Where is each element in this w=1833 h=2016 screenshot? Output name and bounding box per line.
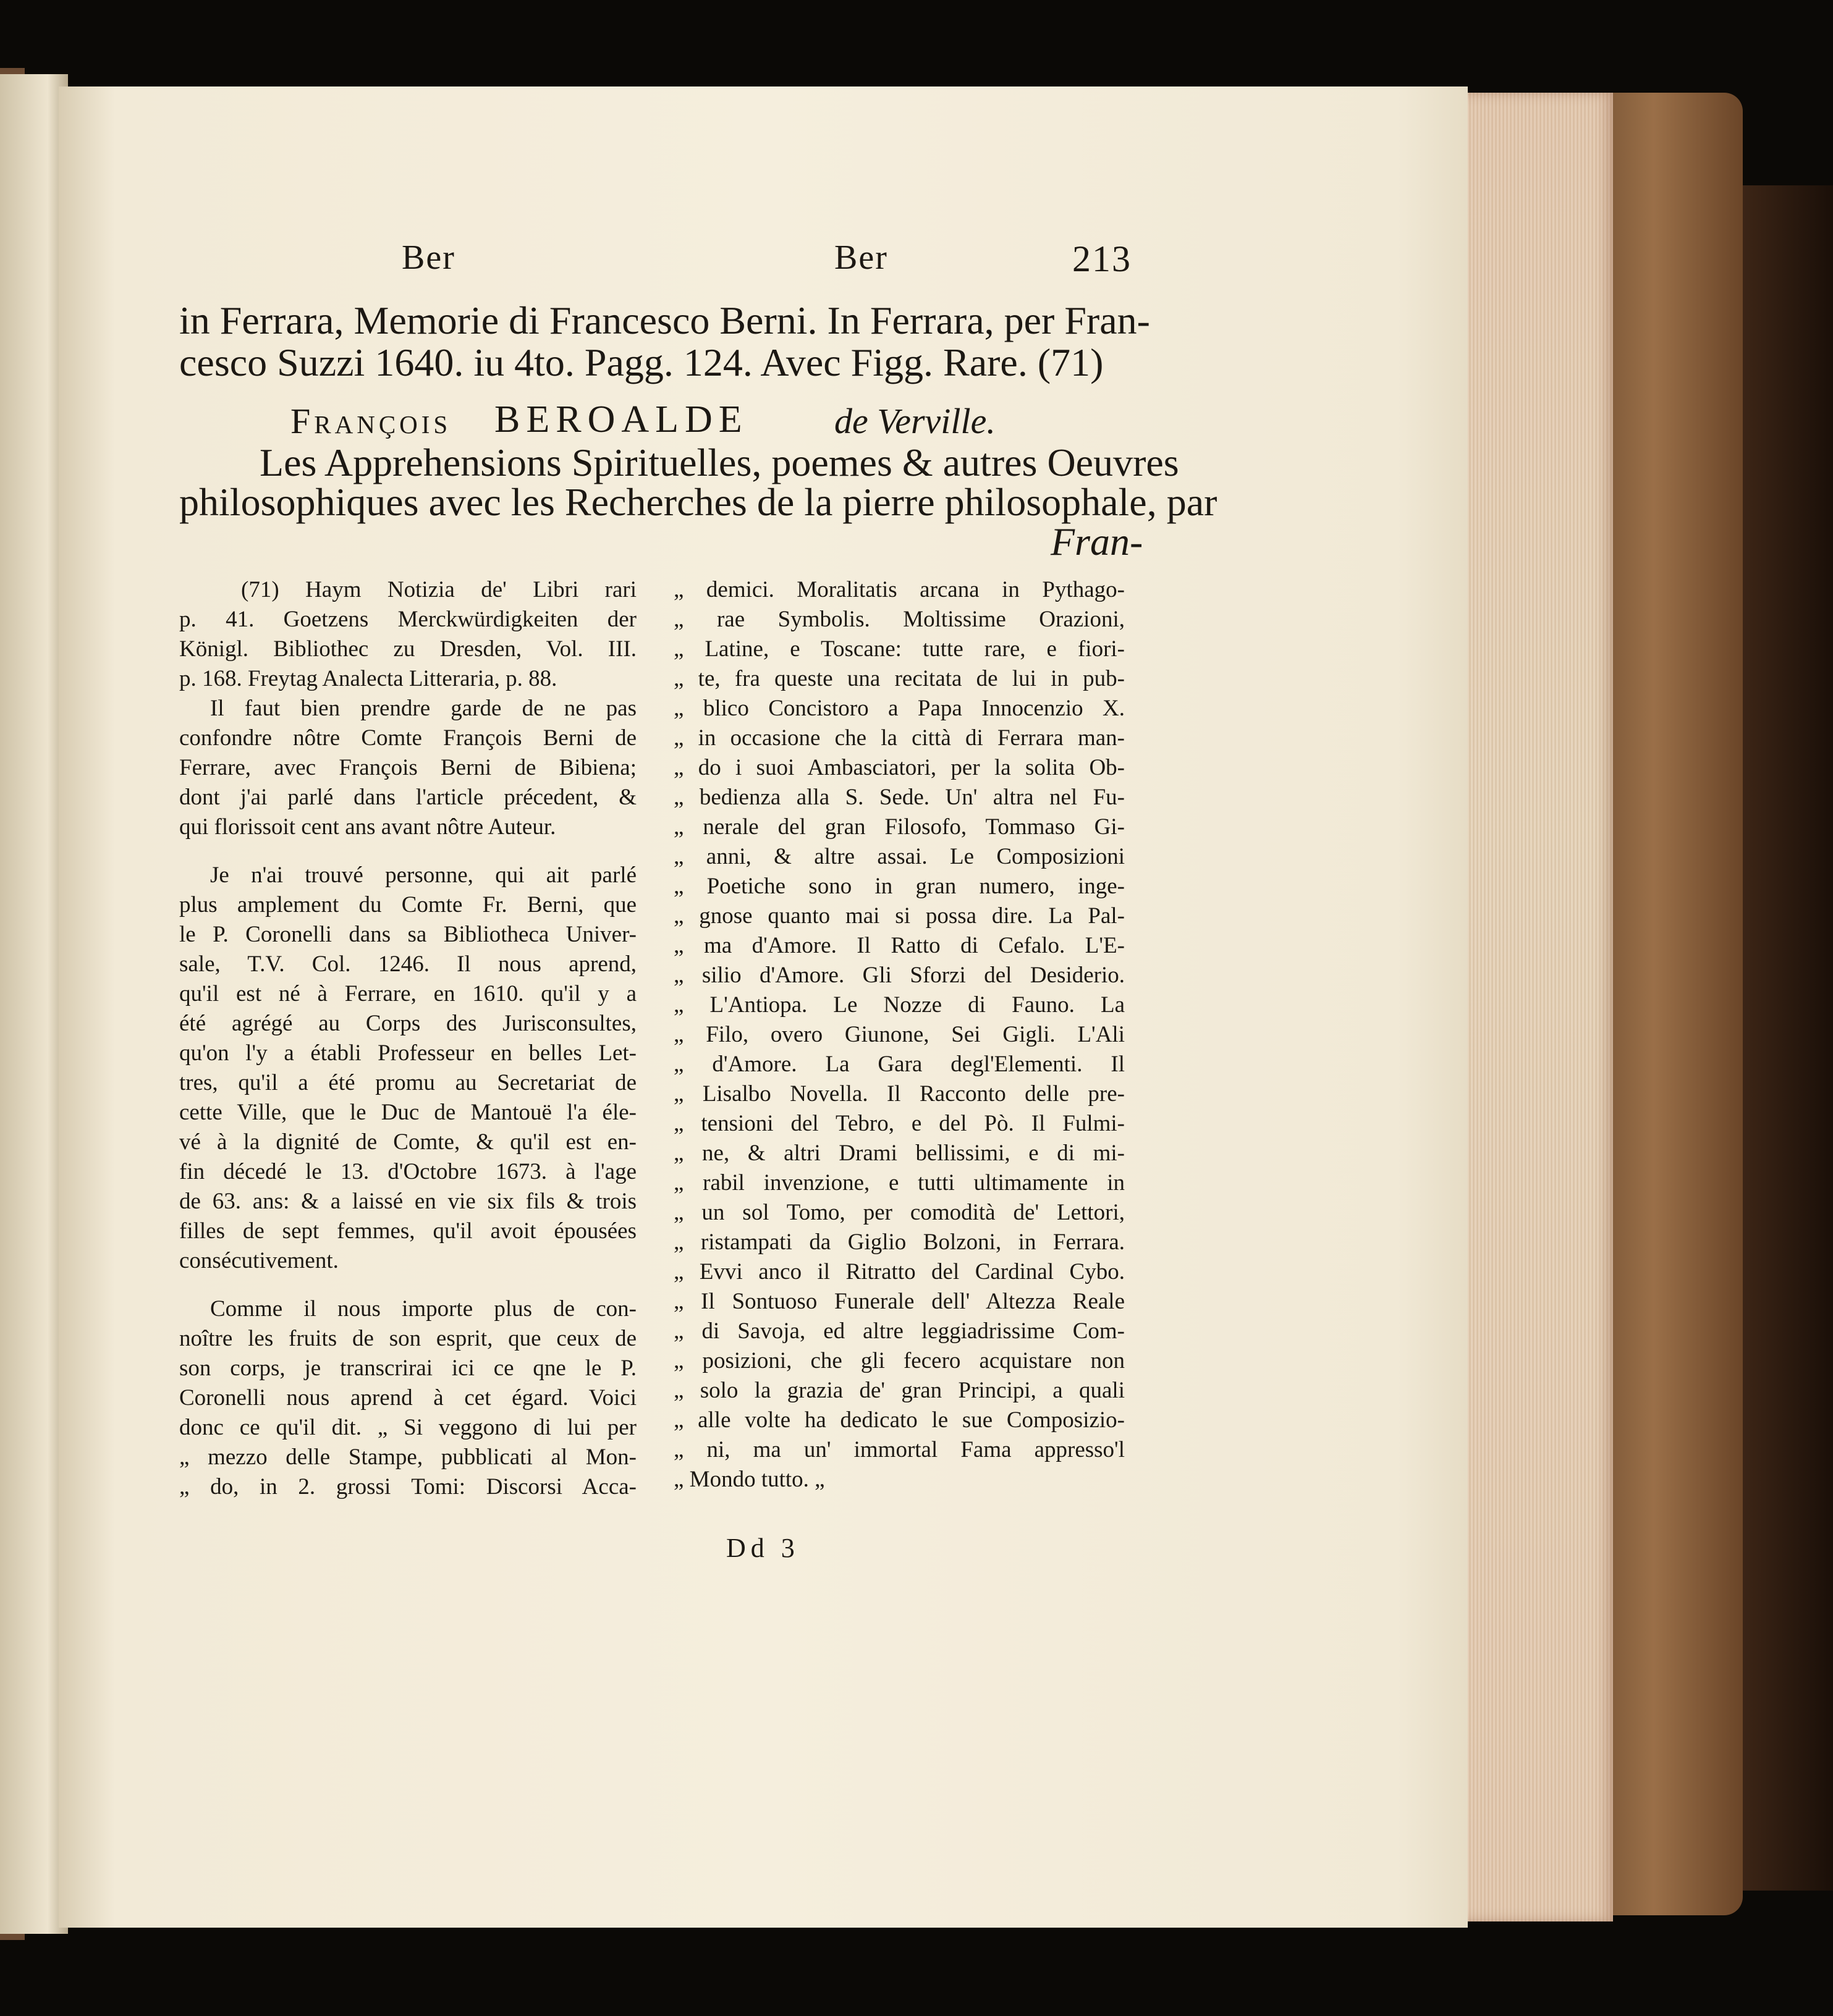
right-col-line: „ Filo, overo Giunone, Sei Gigli. L'Ali bbox=[674, 1022, 1125, 1047]
left-col-line: „ do, in 2. grossi Tomi: Discorsi Acca- bbox=[179, 1474, 637, 1499]
right-col-line: „ Latine, e Toscane: tutte rare, e fiori- bbox=[674, 636, 1125, 662]
right-col-line: „ alle volte ha dedicato le sue Composizio- bbox=[674, 1407, 1125, 1433]
catchword: Fran- bbox=[1051, 520, 1143, 563]
right-col-line: „ Evvi anco il Ritratto del Cardinal Cybo. bbox=[674, 1259, 1125, 1284]
left-col-line: Je n'ai trouvé personne, qui ait parlé bbox=[210, 862, 637, 888]
left-col-line: Königl. Bibliothec zu Dresden, Vol. III. bbox=[179, 636, 637, 662]
left-col-line: cette Ville, que le Duc de Mantouë l'a éle- bbox=[179, 1100, 637, 1125]
left-col-line: consécutivement. bbox=[179, 1248, 339, 1273]
right-col-line: „ nerale del gran Filosofo, Tommaso Gi- bbox=[674, 814, 1125, 840]
left-col-line: sale, T.V. Col. 1246. Il nous aprend, bbox=[179, 951, 637, 977]
right-col-line: „ Il Sontuoso Funerale dell' Altezza Reale bbox=[674, 1289, 1125, 1314]
right-col-line: „ Lisalbo Novella. Il Racconto delle pre- bbox=[674, 1081, 1125, 1107]
entry-author-surname: BEROALDE bbox=[494, 399, 748, 441]
left-col-line: plus amplement du Comte Fr. Berni, que bbox=[179, 892, 637, 917]
left-col-line: donc ce qu'il dit. „ Si veggono di lui per bbox=[179, 1415, 637, 1440]
entry-author-particle: de Verville. bbox=[834, 401, 996, 441]
right-col-line: „ rabil invenzione, e tutti ultimamente in bbox=[674, 1170, 1125, 1196]
right-col-line: „ anni, & altre assai. Le Composizioni bbox=[674, 844, 1125, 869]
left-col-line: noître les fruits de son esprit, que ceux de bbox=[179, 1326, 637, 1351]
entry-author-firstname: François bbox=[290, 401, 452, 441]
right-col-line: „ te, fra queste una recitata de lui in pub- bbox=[674, 666, 1125, 691]
entry-title-line-2: philosophiques avec les Recherches de la pierre philosophale, par bbox=[179, 480, 1217, 524]
right-col-line: „ bedienza alla S. Sede. Un' altra nel Fu- bbox=[674, 785, 1125, 810]
right-col-line: „ solo la grazia de' gran Principi, a quali bbox=[674, 1378, 1125, 1403]
left-col-line: Comme il nous importe plus de con- bbox=[210, 1296, 637, 1322]
left-col-line: Coronelli nous aprend à cet égard. Voici bbox=[179, 1385, 637, 1411]
left-page-edge bbox=[0, 74, 68, 1934]
running-head-left: Ber bbox=[402, 238, 455, 277]
right-col-line: „ demici. Moralitatis arcana in Pythago- bbox=[674, 577, 1125, 602]
left-col-line: vé à la dignité de Comte, & qu'il est en- bbox=[179, 1129, 637, 1155]
left-col-line: son corps, je transcrirai ici ce qne le P. bbox=[179, 1356, 637, 1381]
left-col-line: p. 168. Freytag Analecta Litteraria, p. 88. bbox=[179, 666, 557, 691]
right-col-line: „ ristampati da Giglio Bolzoni, in Ferrara. bbox=[674, 1229, 1125, 1255]
right-col-line: „ un sol Tomo, per comodità de' Lettori, bbox=[674, 1200, 1125, 1225]
signature-mark: Dd 3 bbox=[726, 1533, 800, 1563]
left-col-line: dont j'ai parlé dans l'article précedent, & bbox=[179, 785, 637, 810]
right-col-line: „ silio d'Amore. Gli Sforzi del Desiderio. bbox=[674, 963, 1125, 988]
right-col-line: „ do i suoi Ambasciatori, per la solita Ob- bbox=[674, 755, 1125, 780]
left-col-line: tres, qu'il a été promu au Secretariat de bbox=[179, 1070, 637, 1095]
right-col-line: „ Poetiche sono in gran numero, inge- bbox=[674, 874, 1125, 899]
top-entry-line-2: cesco Suzzi 1640. iu 4to. Pagg. 124. Avec Figg. Rare. (71) bbox=[179, 340, 1104, 384]
left-col-line: fin décedé le 13. d'Octobre 1673. à l'age bbox=[179, 1159, 637, 1184]
left-col-line: de 63. ans: & a laissé en vie six fils & trois bbox=[179, 1189, 637, 1214]
running-head-center: Ber bbox=[834, 238, 888, 277]
left-col-line: confondre nôtre Comte François Berni de bbox=[179, 725, 637, 751]
right-col-line: „ rae Symbolis. Moltissime Orazioni, bbox=[674, 607, 1125, 632]
left-col-line: filles de sept femmes, qu'il avoit épousées bbox=[179, 1218, 637, 1244]
right-col-line: „ di Savoja, ed altre leggiadrissime Com- bbox=[674, 1318, 1125, 1344]
top-entry-line-1: in Ferrara, Memorie di Francesco Berni. In Ferrara, per Fran- bbox=[179, 298, 1150, 342]
left-col-line: (71) Haym Notizia de' Libri rari bbox=[241, 577, 637, 602]
right-col-line: „ gnose quanto mai si possa dire. La Pal- bbox=[674, 903, 1125, 929]
page-number: 213 bbox=[1072, 238, 1132, 279]
book-cover-edge bbox=[1594, 93, 1743, 1915]
right-col-line: „ in occasione che la città di Ferrara man- bbox=[674, 725, 1125, 751]
right-col-line: „ posizioni, che gli fecero acquistare non bbox=[674, 1348, 1125, 1373]
left-col-line: qu'il est né à Ferrare, en 1610. qu'il y a bbox=[179, 981, 637, 1006]
right-col-line: „ blico Concistoro a Papa Innocenzio X. bbox=[674, 696, 1125, 721]
left-col-line: p. 41. Goetzens Merckwürdigkeiten der bbox=[179, 607, 637, 632]
page-fore-edges bbox=[1452, 93, 1613, 1921]
left-col-line: été agrégé au Corps des Jurisconsultes, bbox=[179, 1011, 637, 1036]
right-col-line: „ ma d'Amore. Il Ratto di Cefalo. L'E- bbox=[674, 933, 1125, 958]
entry-title-line-1: Les Apprehensions Spirituelles, poemes & autres Oeuvres bbox=[260, 441, 1179, 484]
left-col-line: „ mezzo delle Stampe, pubblicati al Mon- bbox=[179, 1445, 637, 1470]
left-col-line: Il faut bien prendre garde de ne pas bbox=[210, 696, 637, 721]
right-col-line: „ Mondo tutto. „ bbox=[674, 1467, 825, 1492]
right-col-line: „ tensioni del Tebro, e del Pò. Il Fulmi- bbox=[674, 1111, 1125, 1136]
right-col-line: „ L'Antiopa. Le Nozze di Fauno. La bbox=[674, 992, 1125, 1018]
left-col-line: qu'on l'y a établi Professeur en belles Let- bbox=[179, 1040, 637, 1066]
left-col-line: Ferrare, avec François Berni de Bibiena; bbox=[179, 755, 637, 780]
right-col-line: „ ne, & altri Drami bellissimi, e di mi- bbox=[674, 1141, 1125, 1166]
left-col-line: qui florissoit cent ans avant nôtre Auteur. bbox=[179, 814, 556, 840]
right-col-line: „ ni, ma un' immortal Fama appresso'l bbox=[674, 1437, 1125, 1462]
left-col-line: le P. Coronelli dans sa Bibliotheca Univer- bbox=[179, 922, 637, 947]
right-col-line: „ d'Amore. La Gara degl'Elementi. Il bbox=[674, 1052, 1125, 1077]
